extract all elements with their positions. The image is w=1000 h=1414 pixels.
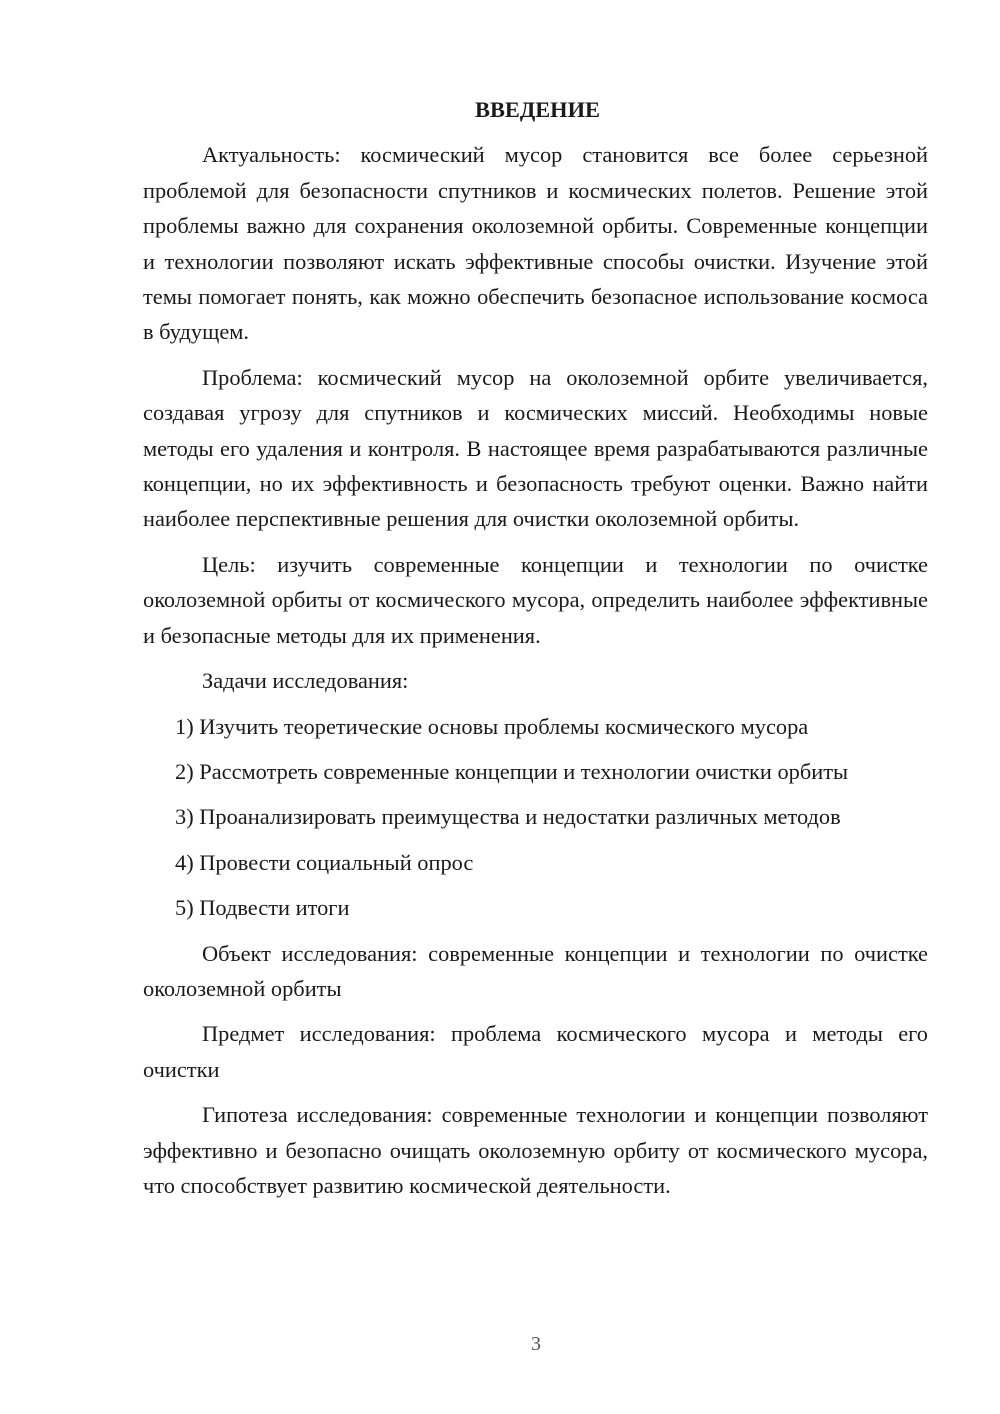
tasks-list — [143, 709, 928, 926]
list-item: 1) Изучить теоретические основы проблемы космического мусора — [175, 713, 809, 739]
list-item: 5) Подвести итоги — [175, 895, 350, 921]
paragraph-hypothesis: Гипотеза исследования: современные технологии и концепции позволяют эффективно и безопасно очищать околоземную орбиту от космического мусора, что способствует развитию космической деятельности. — [143, 1102, 928, 1198]
list-item: 3) Проанализировать преимущества и недостатки различных методов — [175, 804, 841, 830]
section-heading: ВВЕДЕНИЕ — [475, 97, 600, 122]
list-item: 4) Провести социальный опрос — [175, 849, 474, 875]
paragraph-goal: Цель: изучить современные концепции и технологии по очистке околоземной орбиты от космического мусора, определить наиболее эффективные и безопасные методы для их применения. — [143, 551, 928, 648]
tasks-label: Задачи исследования: — [202, 668, 409, 694]
page-number: 3 — [531, 1333, 541, 1355]
paragraph-relevance: Актуальность: космический мусор становится все более серьезной проблемой для безопасности спутников и космических полетов. Решение этой проблемы важно для сохранения околоземной орбиты. Современные концепции и технологии позволяют искать эффективные способы очистки. Изучение этой темы помогает понять, как можно обеспечить безопасное использование космоса в будущем. — [143, 142, 928, 345]
paragraph-subject: Предмет исследования: проблема космического мусора и методы его очистки — [143, 1021, 928, 1082]
paragraph-problem: Проблема: космический мусор на околоземной орбите увеличивается, создавая угрозу для спутников и космических миссий. Необходимы новые методы его удаления и контроля. В настоящее время разрабатываются различные концепции, но их эффективность и безопасность требуют оценки. Важно найти наиболее перспективные решения для очистки околоземной орбиты. — [143, 364, 928, 532]
page-content — [143, 92, 928, 1213]
list-item: 2) Рассмотреть современные концепции и технологии очистки орбиты — [175, 758, 849, 784]
paragraph-object: Объект исследования: современные концепции и технологии по очистке околоземной орбиты — [143, 940, 928, 1001]
